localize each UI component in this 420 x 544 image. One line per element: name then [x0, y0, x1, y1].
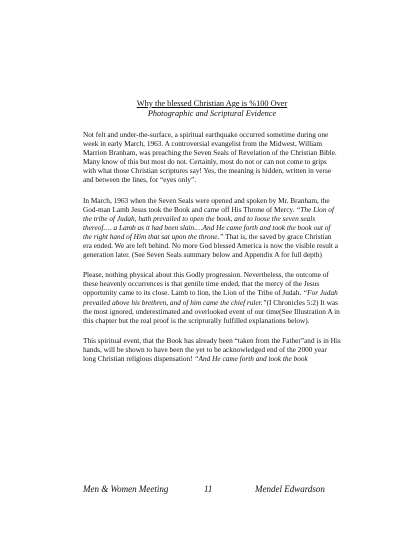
paragraph-run: That is, the saved by grace Christian era ended. We are left behind. No more God blessed America is now the visible result a generation later. (See Seven Seals summary below and Appendix A for full depth) — [83, 231, 338, 260]
scripture-quote: “And He came forth and took the book — [194, 353, 308, 363]
page-number: 11 — [204, 484, 213, 494]
paragraph-4 — [83, 336, 341, 363]
footer-author: Mendel Edwardson — [255, 484, 325, 494]
paragraph-2 — [83, 196, 341, 260]
paragraph-run: Please, nothing physical about this Godly progression. Nevertheless, the outcome of these heavenly occurrences is that gentile time ended, that the mercy of the Jesus opportunity came to its close. Lamb to lion, the Lion of the Tribe of Judah. — [83, 270, 329, 298]
scripture-quote: “The Lion of the tribe of Judah, hath prevailed to open the book, and to loose the seven seals thereof.… a Lamb as it had been slain.…And He came forth and took the book out of the right hand of Him that sat upon the throne.” — [83, 204, 334, 241]
title-line-2: Photographic and Scriptural Evidence — [147, 109, 277, 118]
paragraph-3 — [83, 270, 341, 325]
paragraph-run: In March, 1963 when the Seven Seals were opened and spoken by Mr. Branham, the God-man Lamb Jesus took the Book and came off His Throne of Mercy. — [83, 195, 330, 214]
paragraph-run: This spiritual event, that the Book has already been “taken from the Father”and is in His hands, will be shown to have been the yet to be acknowledged end of the 2000 year long Christian religious dispensation! — [83, 335, 341, 363]
document-body — [83, 99, 341, 374]
paragraph-run: (I Chronicles 5:2) It was the most ignored, underestimated and overlooked event of our time(See Illustration A in this chapter but the real proof is the scripturally fulfilled explanations below). — [83, 297, 340, 325]
footer-left-text: Men & Women Meeting — [83, 484, 169, 494]
document-title — [83, 99, 341, 119]
title-line-1: Why the blessed Christian Age is %100 Over — [136, 99, 288, 108]
scripture-quote: “For Judah prevailed above his brethren, and of him came the chief ruler.” — [83, 288, 338, 307]
paragraph-1 — [83, 130, 341, 185]
paragraph-run: Not felt and under-the-surface, a spiritual earthquake occurred sometime during one week in early March, 1963. A controversial evangelist from the Midwest, William Marrion Branham, was preaching the Seven Seals of Revelation of the Christian Bible. Many know of this but most do not. Certainly, most do not or can not come to grips with what those Christian scriptures say! Yes, the meaning is hidden, written in verse and between the lines, for “eyes only”. — [83, 130, 337, 185]
